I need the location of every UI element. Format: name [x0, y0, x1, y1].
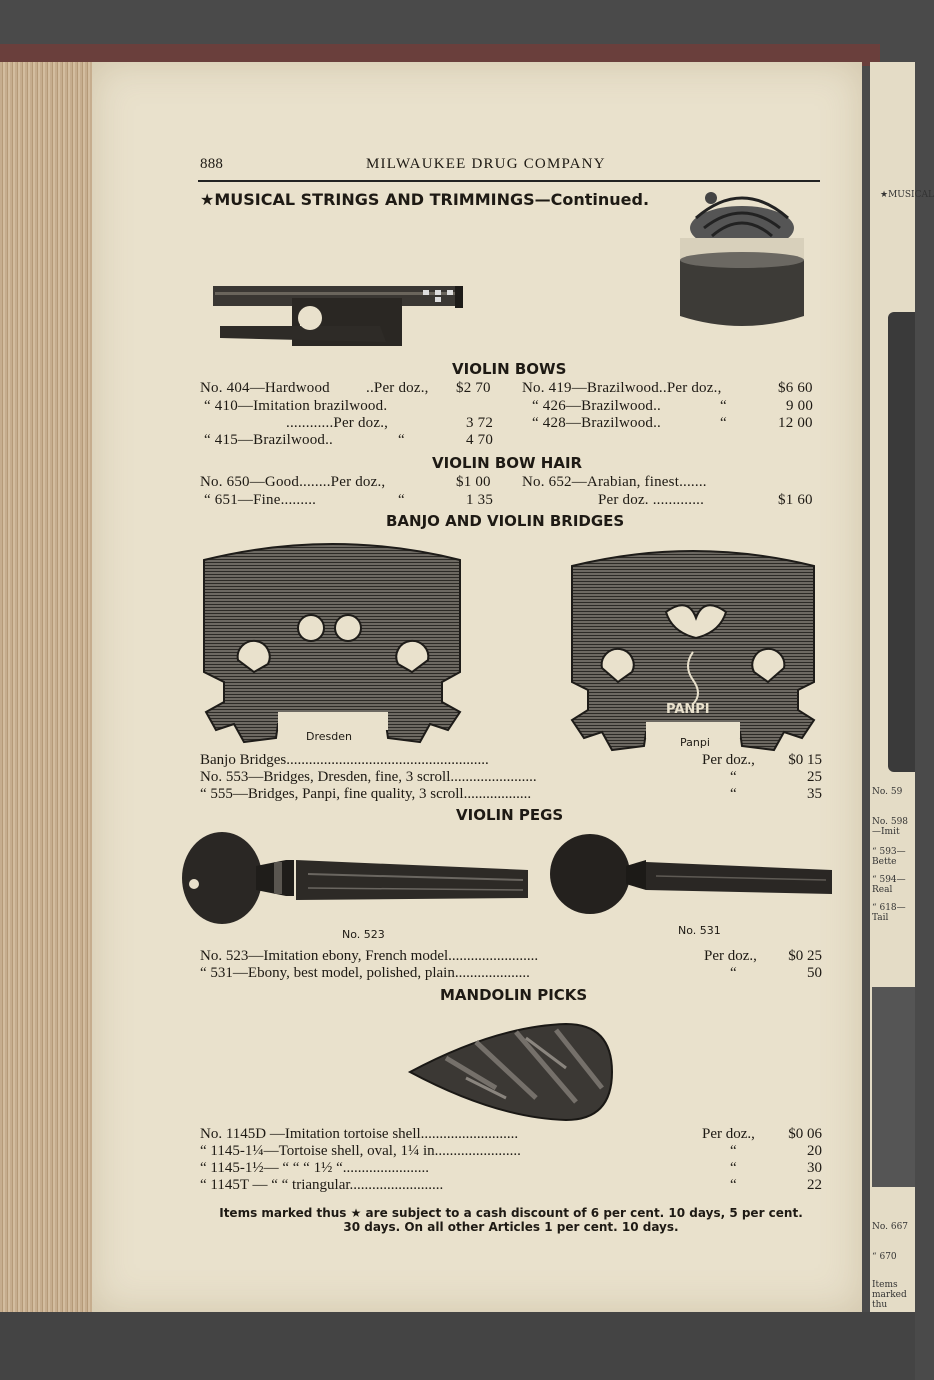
row-unit: “ — [730, 786, 737, 802]
row-description: No. 1145D —Imitation tortoise shell.......................... — [200, 1126, 519, 1142]
hair-item-651: “ 651—Fine......... — [204, 492, 317, 508]
row-unit: “ — [730, 1143, 737, 1159]
row-description: No. 523—Imitation ebony, French model........................ — [200, 948, 539, 964]
row-price: $0 15 — [788, 752, 822, 768]
row-unit: Per doz., — [702, 1126, 755, 1142]
bow-price: 12 00 — [778, 415, 813, 431]
row-unit: “ — [730, 769, 737, 785]
page-number: 888 — [200, 156, 224, 172]
bow-item-410-unit: ............Per doz., — [286, 415, 389, 431]
price-row — [200, 769, 822, 786]
next-page-bottle-image — [888, 312, 915, 772]
bow-item-410: “ 410—Imitation brazilwood. — [204, 398, 388, 414]
ditto-mark: “ — [720, 398, 727, 414]
row-description: “ 1145T — “ “ triangular......................... — [200, 1177, 444, 1193]
bow-item-419: No. 419—Brazilwood..Per doz., — [522, 380, 722, 396]
ditto-mark: “ — [398, 432, 405, 448]
hair-item-650: No. 650—Good........Per doz., — [200, 474, 386, 490]
row-price: $0 25 — [788, 948, 822, 964]
next-page-fragment: ★MUSICAL — [880, 190, 934, 200]
price-row — [200, 1126, 822, 1143]
price-row — [200, 1177, 822, 1194]
mandolin-picks-heading: MANDOLIN PICKS — [440, 986, 588, 1004]
row-unit: “ — [730, 1160, 737, 1176]
next-page-edge — [870, 62, 934, 1312]
bow-price: $2 70 — [456, 380, 491, 396]
header-rule — [198, 180, 820, 182]
hair-price: 1 35 — [466, 492, 494, 508]
row-price: 35 — [807, 786, 822, 802]
row-price: 30 — [807, 1160, 822, 1176]
page-stack-edge — [0, 62, 95, 1312]
row-unit: “ — [730, 965, 737, 981]
row-description: “ 555—Bridges, Panpi, fine quality, 3 scroll.................. — [200, 786, 532, 802]
scan-background — [0, 1312, 915, 1380]
running-header: MILWAUKEE DRUG COMPANY — [366, 156, 606, 172]
row-price: 22 — [807, 1177, 822, 1193]
hair-price: $1 00 — [456, 474, 491, 490]
bow-item-428: “ 428—Brazilwood.. — [532, 415, 661, 431]
row-description: “ 1145-1½— “ “ “ 1½ “....................... — [200, 1160, 429, 1176]
price-row — [200, 948, 822, 965]
next-page-fragment: Items marked thu — [872, 1280, 907, 1310]
bow-price: 9 00 — [786, 398, 814, 414]
mandolin-pick-image — [406, 1018, 616, 1126]
price-row — [200, 752, 822, 769]
next-page-fragment: No. 598—Imit — [872, 817, 909, 837]
row-price: 25 — [807, 769, 822, 785]
next-page-box-image — [872, 987, 915, 1187]
bow-price: 4 70 — [466, 432, 494, 448]
hair-item-652: No. 652—Arabian, finest....... — [522, 474, 707, 490]
peg-523-image — [178, 826, 534, 926]
price-row — [200, 786, 822, 803]
ditto-mark: “ — [720, 415, 727, 431]
section-title: ★MUSICAL STRINGS AND TRIMMINGS—Continued. — [200, 190, 650, 209]
dresden-caption: Dresden — [306, 730, 352, 743]
price-row — [200, 1143, 822, 1160]
peg-531-caption: No. 531 — [678, 924, 721, 937]
bow-unit: ..Per doz., — [366, 380, 429, 396]
next-page-fragment: “ 670 — [872, 1252, 897, 1262]
row-unit: Per doz., — [704, 948, 757, 964]
hair-price: $1 60 — [778, 492, 813, 508]
bow-item-415: “ 415—Brazilwood.. — [204, 432, 333, 448]
row-price: 20 — [807, 1143, 822, 1159]
bow-item-404: No. 404—Hardwood — [200, 380, 330, 396]
panpi-caption: Panpi — [680, 736, 710, 749]
next-page-fragment: “ 594—Real — [872, 875, 906, 895]
row-description: “ 531—Ebony, best model, polished, plain.................... — [200, 965, 530, 981]
next-page-fragment: “ 618—Tail — [872, 903, 906, 923]
peg-523-caption: No. 523 — [342, 928, 385, 941]
price-row — [200, 1160, 822, 1177]
row-price: 50 — [807, 965, 822, 981]
bow-hair-tin-image — [676, 188, 810, 338]
violin-bows-heading: VIOLIN BOWS — [452, 360, 567, 378]
bow-hair-heading: VIOLIN BOW HAIR — [432, 454, 583, 472]
row-description: “ 1145-1¼—Tortoise shell, oval, 1¼ in....................... — [200, 1143, 521, 1159]
panpi-brand-mark: PANPI — [666, 702, 710, 717]
row-description: No. 553—Bridges, Dresden, fine, 3 scroll....................... — [200, 769, 537, 785]
bow-item-426: “ 426—Brazilwood.. — [532, 398, 661, 414]
row-unit: Per doz., — [702, 752, 755, 768]
price-row — [200, 965, 822, 982]
next-page-fragment: No. 59 — [872, 787, 903, 797]
bow-price: 3 72 — [466, 415, 494, 431]
next-page-fragment: “ 593—Bette — [872, 847, 906, 867]
next-page-fragment: No. 667 — [872, 1222, 909, 1232]
violin-pegs-heading: VIOLIN PEGS — [456, 806, 564, 824]
discount-note-line1: Items marked thus ★ are subject to a cash discount of 6 per cent. 10 days, 5 per cent. — [219, 1206, 803, 1220]
violin-bow-image — [210, 282, 466, 350]
dresden-bridge-image — [198, 532, 468, 754]
panpi-bridge-image — [566, 542, 820, 756]
ditto-mark: “ — [398, 492, 405, 508]
row-description: Banjo Bridges...................................................... — [200, 752, 489, 768]
bow-price: $6 60 — [778, 380, 813, 396]
peg-531-image — [546, 832, 836, 916]
row-unit: “ — [730, 1177, 737, 1193]
bridges-heading: BANJO AND VIOLIN BRIDGES — [386, 512, 625, 530]
discount-note-line2: 30 days. On all other Articles 1 per cent. 10 days. — [343, 1220, 679, 1234]
hair-item-652-unit: Per doz. ............. — [598, 492, 705, 508]
row-price: $0 06 — [788, 1126, 822, 1142]
